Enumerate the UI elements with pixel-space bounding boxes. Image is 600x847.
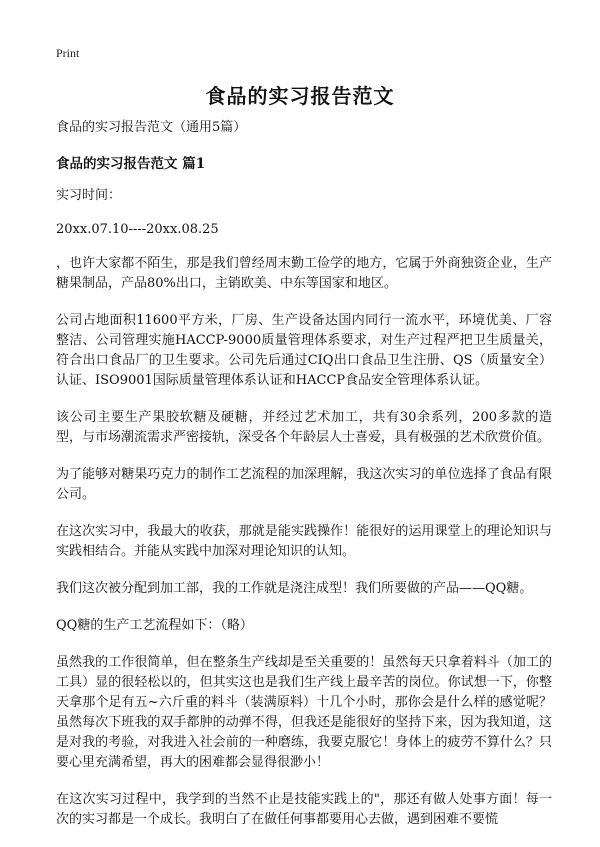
paragraph-lessons: 在这次实习过程中，我学到的当然不止是技能实践上的"，那还有做人处事方面！每一次的实习都是一个成长。我明白了在做任何事都要用心去做，遇到困难不要慌 — [56, 792, 552, 827]
paragraph-process: QQ糖的生产工艺流程如下：（略） — [56, 618, 253, 633]
paragraph-intro: ，也许大家都不陌生，那是我们曾经周末勤工俭学的地方，它属于外商独资企业，生产糖果制品，产品80%出口，主销欧美、中东等国家和地区。 — [56, 256, 552, 291]
document-body — [56, 118, 552, 847]
internship-time-label: 实习时间： — [56, 188, 122, 203]
section-heading: 食品的实习报告范文 篇1 — [56, 156, 206, 172]
paragraph-work-experience: 虽然我的工作很简单，但在整条生产线却是至关重要的！虽然每天只拿着料斗（加工的工具）显的很轻松以的，但其实这也是我们生产线上最辛苦的岗位。你试想一下，你整天拿那个足有五~六斤重的料斗（装满原料）十几个小时，那你会是什么样的感觉呢？虽然每次下班我的双手都肿的动弹不得，但我还是能很好的坚持下来，因为我知道，这是对我的考验，对我进入社会前的一种磨练，我要克服它！身体上的疲劳不算什么？只要心里充满希望，再大的困难都会显得很渺小！ — [56, 655, 552, 770]
paragraph-choice: 为了能够对糖果巧克力的制作工艺流程的加深理解，我这次实习的单位选择了食品有限公司。 — [56, 467, 552, 502]
paragraph-products: 该公司主要生产果胶软糖及硬糖，并经过艺术加工，共有30余系列，200多款的造型，与市场潮流需求严密接轨，深受各个年龄层人士喜爱，具有极强的艺术欣赏价值。 — [56, 410, 552, 445]
print-label: Print — [56, 46, 80, 60]
paragraph-assignment: 我们这次被分配到加工部，我的工作就是浇注成型！我们所要做的产品——QQ糖。 — [56, 581, 533, 596]
document-title: 食品的实习报告范文 — [205, 84, 395, 108]
paragraph-gains: 在这次实习中，我最大的收获，那就是能实践操作！能很好的运用课堂上的理论知识与实践相结合。并能从实践中加深对理论知识的认知。 — [56, 524, 552, 559]
internship-dates: 20xx.07.10----20xx.08.25 — [56, 222, 219, 237]
document-subtitle: 食品的实习报告范文（通用5篇） — [56, 120, 247, 135]
paragraph-company-facilities: 公司占地面积11600平方米，厂房、生产设备达国内同行一流水平，环境优美、厂容整洁、公司管理实施HACCP-9000质量管理体系要求，对生产过程严把卫生质量关，符合出口食品厂的卫生要求。公司先后通过CIQ出口食品卫生注册、QS（质量安全）认证、ISO9001国际质量管理体系认证和HACCP食品安全管理体系认证。 — [56, 313, 552, 388]
